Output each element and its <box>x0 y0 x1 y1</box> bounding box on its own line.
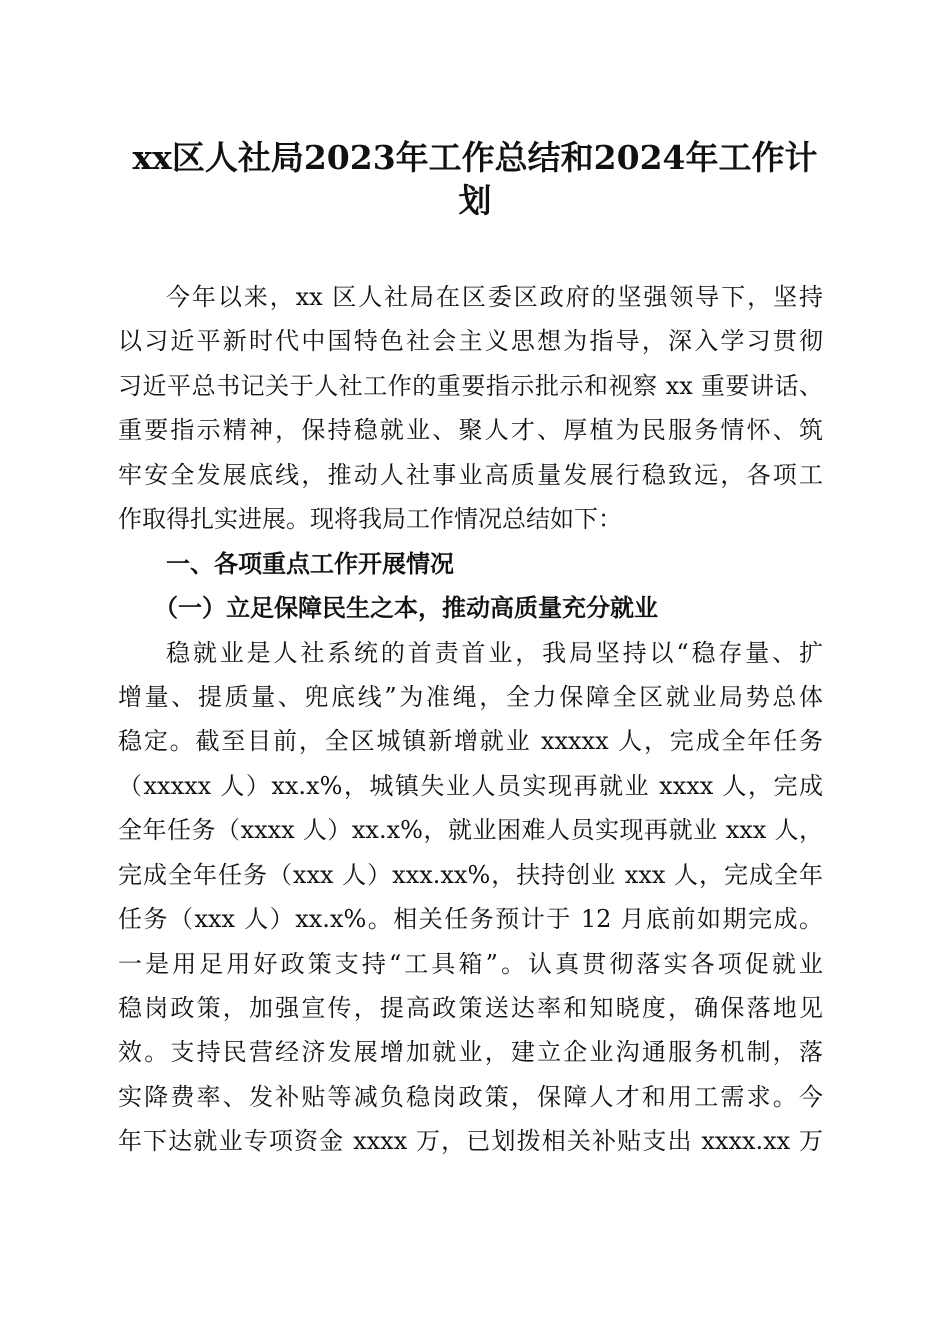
intro-line: 习近平总书记关于人社工作的重要指示批示和视察 xx 重要讲话、 <box>118 371 823 400</box>
body-line: 一是用足用好政策支持“工具箱”。认真贯彻落实各项促就业 <box>118 949 823 978</box>
document-title <box>110 136 840 222</box>
title-line: 划 <box>458 181 492 220</box>
body-line: 效。支持民营经济发展增加就业，建立企业沟通服务机制，落 <box>118 1038 823 1067</box>
intro-line: 今年以来，xx 区人社局在区委区政府的坚强领导下，坚持 <box>166 283 823 311</box>
body-line: （xxxxx 人）xx.x%，城镇失业人员实现再就业 xxxx 人，完成 <box>118 771 823 800</box>
body-line: 稳就业是人社系统的首责首业，我局坚持以“稳存量、扩 <box>166 638 823 667</box>
body-line: 年下达就业专项资金 xxxx 万，已划拨相关补贴支出 xxxx.xx 万 <box>118 1127 823 1156</box>
body-line: 全年任务（xxxx 人）xx.x%，就业困难人员实现再就业 xxx 人， <box>118 816 823 845</box>
body-line: 实降费率、发补贴等减负稳岗政策，保障人才和用工需求。今 <box>118 1082 823 1111</box>
body-line: 增量、提质量、兜底线”为准绳，全力保障全区就业局势总体 <box>118 682 823 711</box>
document-body <box>118 275 823 1164</box>
intro-line: 作取得扎实进展。现将我局工作情况总结如下： <box>118 505 622 534</box>
intro-line: 重要指示精神，保持稳就业、聚人才、厚植为民服务情怀、筑 <box>118 416 823 445</box>
body-line: 稳岗政策，加强宣传，提高政策送达率和知晓度，确保落地见 <box>118 994 823 1022</box>
body-line: 完成全年任务（xxx 人）xxx.xx%，扶持创业 xxx 人，完成全年 <box>118 860 823 889</box>
body-line: 稳定。截至目前，全区城镇新增就业 xxxxx 人，完成全年任务 <box>118 727 823 756</box>
section-heading: 一、各项重点工作开展情况 <box>166 549 454 578</box>
intro-line: 以习近平新时代中国特色社会主义思想为指导，深入学习贯彻 <box>118 327 823 356</box>
intro-line: 牢安全发展底线，推动人社事业高质量发展行稳致远，各项工 <box>118 460 823 489</box>
subsection-heading: （一）立足保障民生之本，推动高质量充分就业 <box>154 593 658 623</box>
title-line: xx区人社局2023年工作总结和2024年工作计 <box>132 138 818 177</box>
body-line: 任务（xxx 人）xx.x%。相关任务预计于 12 月底前如期完成。 <box>118 905 823 934</box>
